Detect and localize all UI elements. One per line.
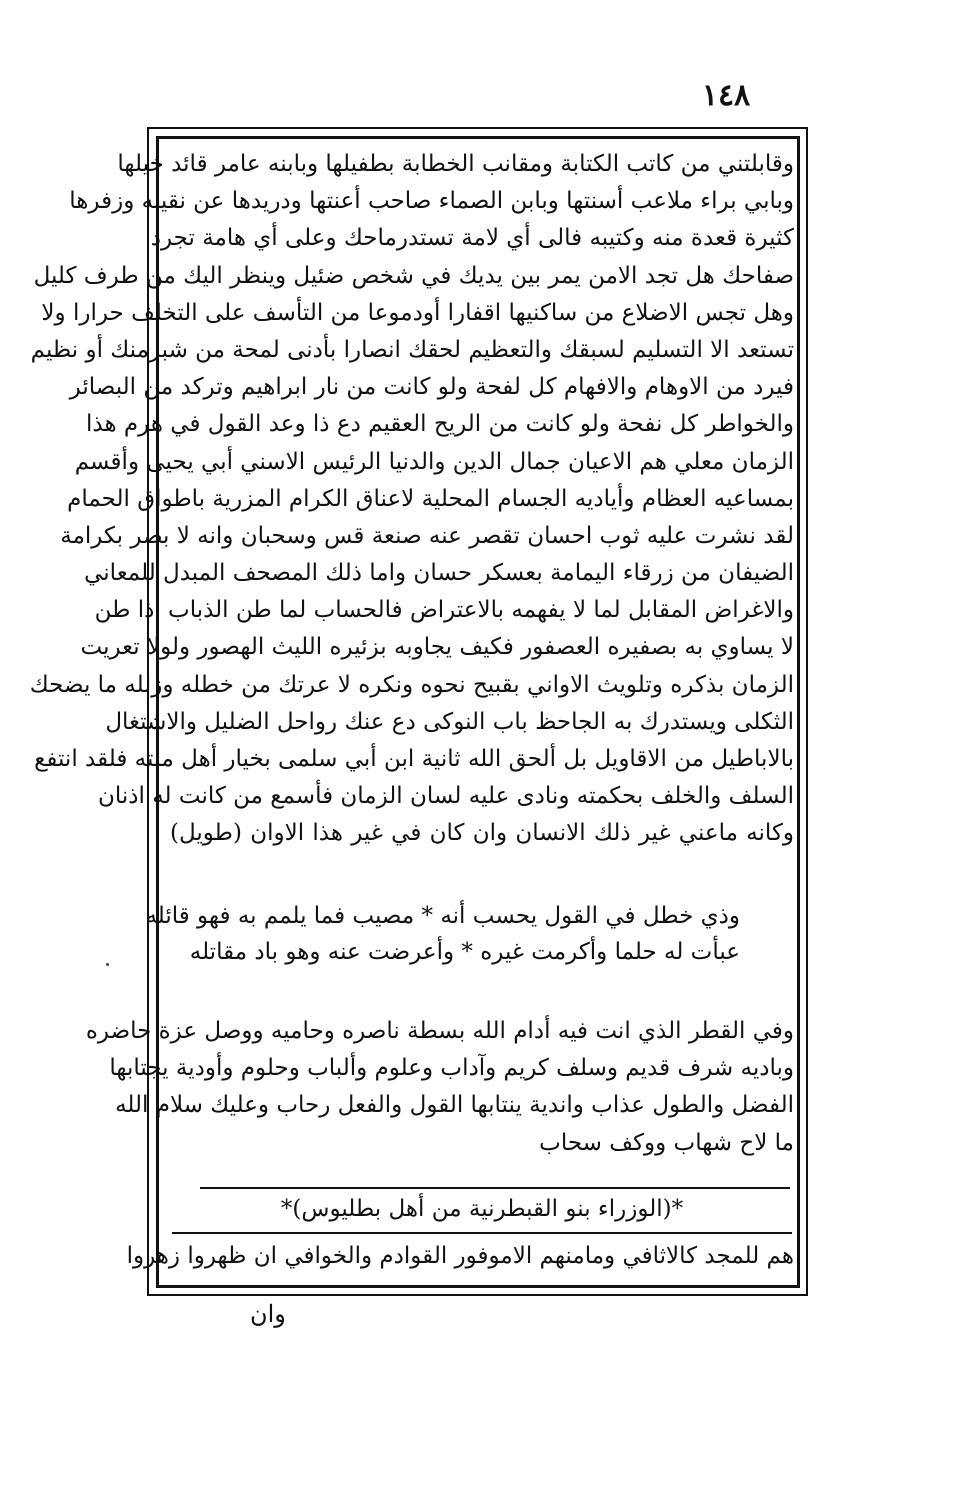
text-line: الزمان معلي هم الاعيان جمال الدين والدنيا الرئيس الاسني أبي يحيى وأقسم — [74, 448, 794, 475]
verse-line: وذي خطل في القول يحسب أنه * مصيب فما يلمم به فهو قائله — [145, 903, 740, 929]
text-line: تستعد الا التسليم لسبقك والتعظيم لحقك انصارا بأدنى لمحة من شبرمنك أو نظيم — [30, 336, 794, 363]
text-line: وبابي براء ملاعب أسنتها وبابن الصماء صاحب أعنتها ودريدها عن نقيبه وزفرها — [69, 188, 794, 215]
text-line: الزمان بذكره وتلويث الاواني بقبيح نحوه ونكره لا عرتك من خطله وزلله ما يضحك — [29, 671, 794, 698]
text-line: والخواطر كل نفحة ولو كانت من الريح العقيم دع ذا وعد القول في هرم هذا — [86, 411, 794, 438]
text-line: الثكلى ويستدرك به الجاحظ باب النوكى دع عنك رواحل الضليل والاشتغال — [105, 708, 794, 735]
text-line: بالاباطيل من الاقاويل بل ألحق الله ثانية ابن أبي سلمى بخيار أهل ملته فلقد انتفع — [34, 746, 794, 772]
section-heading: *(الوزراء بنو القبطرنية من أهل بطليوس)* — [280, 1196, 684, 1222]
top-rule — [200, 1187, 790, 1189]
speck — [106, 963, 109, 966]
section-first-line: هم للمجد كالاثافي ومامنهم الاموفور القوادم والخوافي ان ظهروا زهروا — [126, 1243, 794, 1269]
text-line: الفضل والطول عذاب واندية ينتابها القول والفعل رحاب وعليك سلام الله — [115, 1092, 794, 1119]
text-line: لقد نشرت عليه ثوب احسان تقصر عنه صنعة قس وسحبان وانه لا بصر بكرامة — [60, 522, 794, 549]
bottom-rule — [172, 1232, 792, 1234]
text-line: والاغراض المقابل لما لا يفهمه بالاعتراض فالحساب لما طن الذباب اذا طن — [94, 597, 794, 624]
text-line: بمساعيه العظام وأياديه الجسام المحلية لاعناق الكرام المزرية باطواق الحمام — [67, 485, 794, 512]
text-line: وباديه شرف قديم وسلف كريم وآداب وعلوم وألباب وحلوم وأودية يجتابها — [109, 1055, 794, 1082]
text-line: ما لاح شهاب ووكف سحاب — [539, 1129, 794, 1156]
text-line: كثيرة قعدة منه وكتيبه فالى أي لامة تستدرماحك وعلى أي هامة تجرد — [150, 225, 794, 252]
text-line: وقابلتني من كاتب الكتابة ومقانب الخطابة بطفيلها وبابنه عامر قائد خيلها — [117, 151, 794, 177]
verse-block — [145, 898, 740, 970]
verse-line: عبأت له حلما وأكرمت غيره * وأعرضت عنه وهو باد مقاتله — [189, 939, 740, 965]
text-line: فيرد من الاوهام والافهام كل لفحة ولو كانت من نار ابراهيم وتركد من البصائر — [69, 374, 794, 401]
second-paragraph — [85, 1013, 794, 1162]
text-line: وهل تجس الاضلاع من ساكنيها اقفارا أودموعا من التأسف على التخلف حرارا ولا — [41, 299, 794, 326]
main-paragraph — [29, 146, 794, 853]
text-line: وكانه ماعني غير ذلك الانسان وان كان في غير هذا الاوان (طويل) — [170, 820, 794, 847]
text-line: الضيفان من زرقاء اليمامة بعسكر حسان واما ذلك المصحف المبدل للمعاني — [84, 560, 794, 587]
text-line: صفاحك هل تجد الامن يمر بين يديك في شخص ضئيل وينظر اليك من طرف كليل — [33, 262, 794, 289]
text-line: السلف والخلف بحكمته ونادى عليه لسان الزمان فأسمع من كانت له اذنان — [97, 783, 794, 810]
text-line: وفي القطر الذي انت فيه أدام الله بسطة ناصره وحاميه ووصل عزة حاضره — [85, 1018, 794, 1044]
text-line: لا يساوي به بصفيره العصفور فكيف يجاوبه بزئيره الليث الهصور ولولا تعريت — [80, 634, 794, 661]
page-number: ١٤٨ — [701, 78, 751, 113]
catchword: وان — [250, 1300, 286, 1328]
